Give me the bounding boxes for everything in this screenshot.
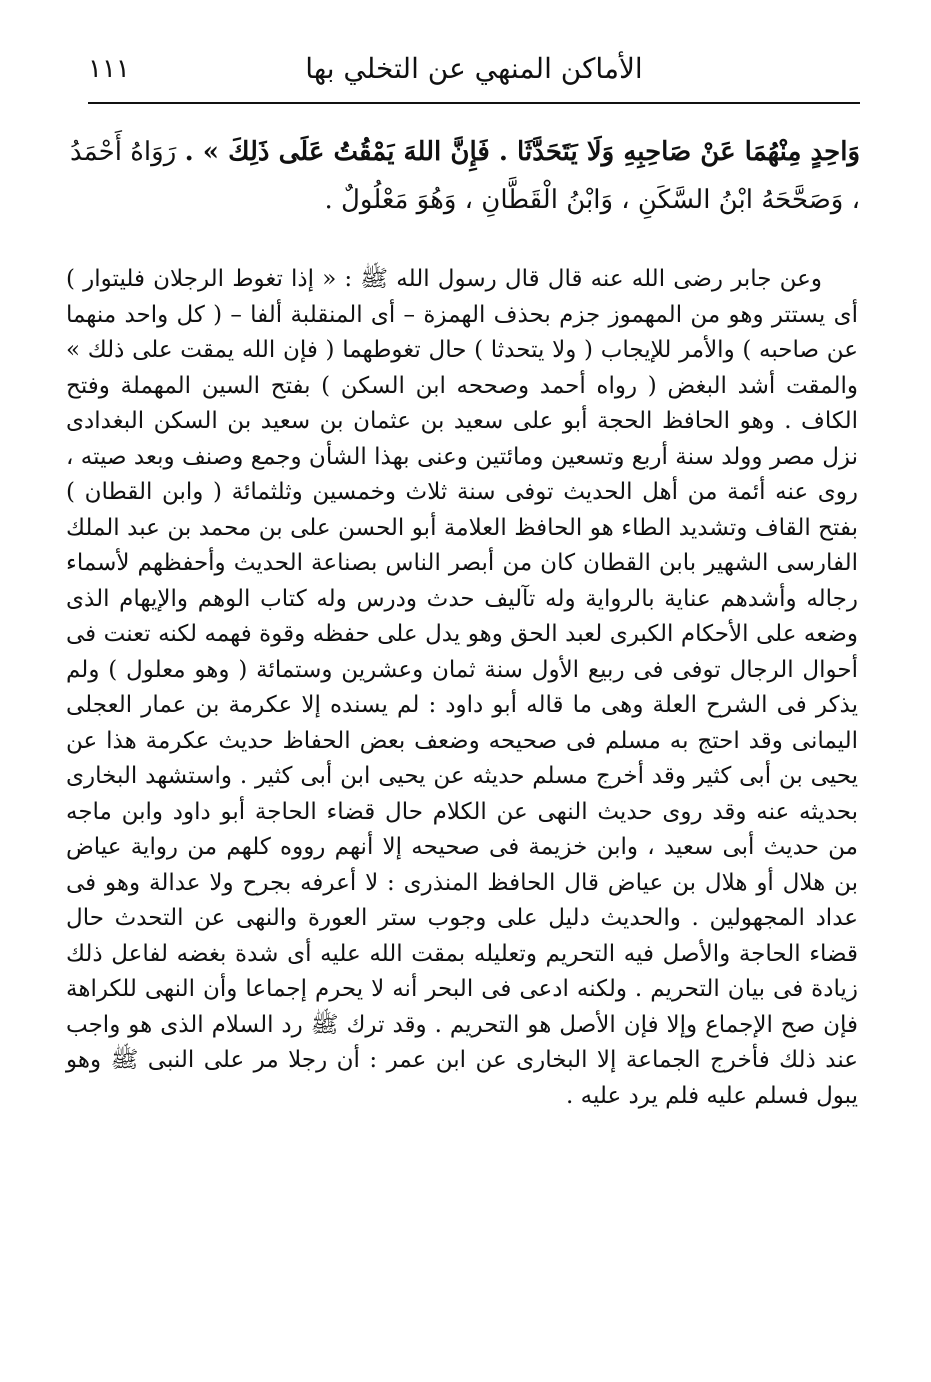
header-divider — [88, 102, 860, 104]
running-title: الأماكن المنهي عن التخلي بها — [305, 52, 643, 85]
page-header — [88, 40, 860, 100]
hadith-source-text: رَوَاهُ أَحْمَدُ ، وَصَحَّحَهُ ابْنُ السَّكَنِ ، وَابْنُ الْقَطَّانِ ، وَهُوَ مَعْلُولٌ . — [70, 137, 860, 215]
hadith-text: وَاحِدٍ مِنْهُمَا عَنْ صَاحِبِهِ وَلَا يَتَحَدَّثَا . فَإِنَّ اللهَ يَمْقُتُ عَلَى ذَلِكَ » . — [184, 137, 860, 167]
page-number: ١١١ — [88, 54, 130, 84]
commentary-paragraph: وعن جابر رضى الله عنه قال قال رسول الله ﷺ : « إذا تغوط الرجلان فليتوار ) أى يستتر وهو من المهموز جزم بحذف الهمزة – أى المنقلبة ألفا – ( كل واحد منهما عن صاحبه ) والأمر للإيجاب ( ولا يتحدثا ) حال تغوطهما ( فإن الله يمقت على ذلك » والمقت أشد البغض ( رواه أحمد وصححه ابن السكن ) بفتح السين المهملة وفتح الكاف . وهو الحافظ الحجة أبو على سعيد بن عثمان بن سعيد بن السكن البغدادى نزل مصر وولد سنة أربع وتسعين ومائتين وعنى بهذا الشأن وجمع وصنف وبعد صيته ، روى عنه أئمة من أهل الحديث توفى سنة ثلاث وخمسين وثلثمائة ( وابن القطان ) بفتح القاف وتشديد الطاء هو الحافظ العلامة أبو الحسن على بن محمد بن عبد الملك الفارسى الشهير بابن القطان كان من أبصر الناس بصناعة الحديث وأحفظهم لأسماء رجاله وأشدهم عناية بالرواية وله تآليف حدث ودرس وله كتاب الوهم والإيهام الذى وضعه على الأحكام الكبرى لعبد الحق وهو يدل على حفظه وقوة فهمه لكنه تعنت فى أحوال الرجال توفى فى ربيع الأول سنة ثمان وعشرين وستمائة ( وهو معلول ) ولم يذكر فى الشرح العلة وهى ما قاله أبو داود : لم يسنده إلا عكرمة بن عمار العجلى اليمانى وقد احتج به مسلم فى صحيحه وضعف بعض الحفاظ حديث عكرمة هذا عن يحيى بن أبى كثير وقد أخرج مسلم حديثه عن يحيى ابن أبى كثير . واستشهد البخارى بحديثه عنه وقد روى حديث النهى عن الكلام حال قضاء الحاجة أبو داود وابن ماجه من حديث أبى سعيد ، وابن خزيمة فى صحيحه إلا أنهم رووه كلهم من رواية عياض بن هلال أو هلال بن عياض قال الحافظ المنذرى : لا أعرفه بجرح ولا عدالة وهو فى عداد المجهولين . والحديث دليل على وجوب ستر العورة والنهى عن التحدث حال قضاء الحاجة والأصل فيه التحريم وتعليله بمقت الله عليه أى شدة بغضه لفاعل ذلك زيادة فى بيان التحريم . ولكنه ادعى فى البحر أنه لا يحرم إجماعا وأن النهى للكراهة فإن صح الإجماع وإلا فإن الأصل هو التحريم . وقد ترك ﷺ رد السلام الذى هو واجب عند ذلك فأخرج الجماعة إلا البخارى عن ابن عمر : أن رجلا مر على النبى ﷺ وهو يبول فسلم عليه فلم يرد عليه . — [66, 266, 859, 1109]
hadith-text-block — [70, 128, 860, 224]
commentary-block — [66, 262, 858, 1114]
